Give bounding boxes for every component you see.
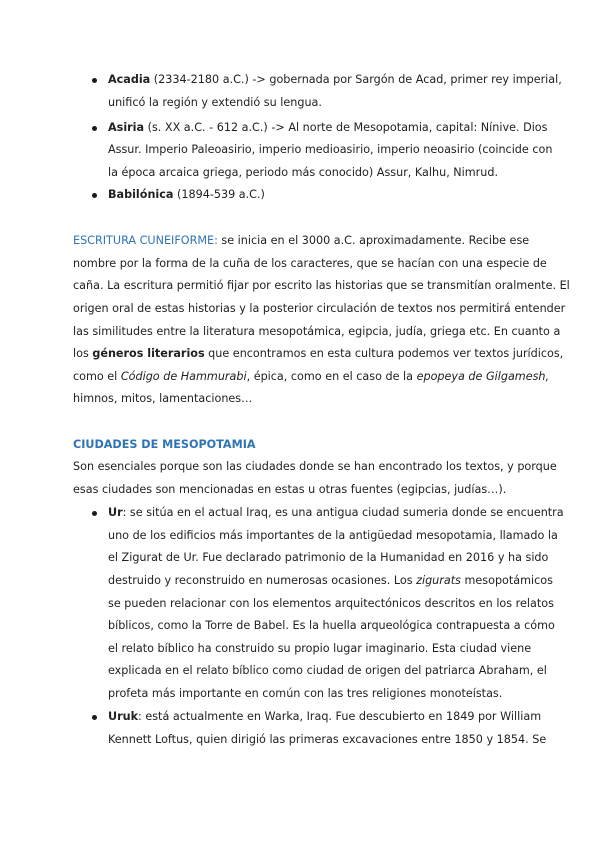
ur-line8: explicada en el relato bíblico como ciudad de origen del patriarca Abraham, el: [108, 664, 547, 677]
escritura-line5: las similitudes entre la literatura mesopotámica, egipcia, judía, griega etc. En cuanto a: [73, 325, 561, 338]
list-item-asiria-line1: Asiria (s. XX a.C. - 612 a.C.) -> Al norte de Mesopotamia, capital: Nínive. Dios: [108, 121, 548, 134]
bullet-icon: [92, 193, 97, 198]
term-ur: Ur: [108, 506, 123, 519]
list-item-acadia-line2: unificó la región y extendió su lengua.: [108, 96, 322, 109]
list-item-asiria-line3: la época arcaica griega, periodo más conocido) Assur, Kalhu, Nimrud.: [108, 166, 499, 179]
bullet-icon: [92, 78, 97, 83]
ur-line5: se pueden relacionar con los elementos arquitectónicos descritos en los relatos: [108, 597, 554, 610]
ur-line7: el relato bíblico ha construido su propio lugar imaginario. Esta ciudad viene: [108, 642, 532, 655]
ur-line2: uno de los edificios más importantes de la antigüedad mesopotamia, llamado la: [108, 529, 558, 542]
escritura-line3: caña. La escritura permitió fijar por escrito las historias que se transmitían oralmente. El: [73, 279, 570, 292]
bullet-icon: [92, 715, 97, 720]
escritura-line7: como el Código de Hammurabi, épica, como en el caso de la epopeya de Gilgamesh,: [73, 370, 550, 383]
ur-line6: bíblicos, como la Torre de Babel. Es la huella arqueológica contrapuesta a cómo: [108, 619, 555, 632]
list-item-acadia-line1: Acadia (2334-2180 a.C.) -> gobernada por Sargón de Acad, primer rey imperial,: [108, 73, 562, 86]
uruk-line2: Kennett Loftus, quien dirigió las primeras excavaciones entre 1850 y 1854. Se: [108, 733, 547, 746]
ciudades-intro-line2: esas ciudades son mencionadas en estas u otras fuentes (egipcias, judías…).: [73, 483, 507, 496]
escritura-line2: nombre por la forma de la cuña de los caracteres, que se hacían con una especie de: [73, 257, 547, 270]
ur-line1: Ur: se sitúa en el actual Iraq, es una antigua ciudad sumeria donde se encuentra: [108, 506, 564, 519]
ur-line4: destruido y reconstruido en numerosas ocasiones. Los zigurats mesopotámicos: [108, 574, 553, 587]
bullet-icon: [92, 126, 97, 131]
term-acadia: Acadia: [108, 73, 151, 86]
escritura-line6: los géneros literarios que encontramos en esta cultura podemos ver textos jurídicos,: [73, 347, 564, 360]
term-babilonica: Babilónica: [108, 188, 174, 201]
term-uruk: Uruk: [108, 710, 139, 723]
section-heading: CIUDADES DE MESOPOTAMIA: [73, 438, 256, 451]
list-item-babilonica-line1: Babilónica (1894-539 a.C.): [108, 188, 265, 201]
zigurats-term: zigurats: [416, 574, 461, 587]
ciudades-intro-line1: Son esenciales porque son las ciudades donde se han encontrado los textos, y porque: [73, 460, 557, 473]
codigo-hammurabi: Código de Hammurabi: [120, 370, 247, 383]
term-asiria: Asiria: [108, 121, 145, 134]
generos-literarios: géneros literarios: [92, 347, 205, 360]
escritura-line4: origen oral de estas historias y la posterior circulación de textos nos permitirá entender: [73, 302, 566, 315]
escritura-line1: ESCRITURA CUNEIFORME: se inicia en el 3000 a.C. aproximadamente. Recibe ese: [73, 234, 530, 247]
bullet-icon: [92, 511, 97, 516]
escritura-line8: himnos, mitos, lamentaciones…: [73, 392, 253, 405]
ur-line3: el Zigurat de Ur. Fue declarado patrimonio de la Humanidad en 2016 y ha sido: [108, 551, 549, 564]
escritura-label: ESCRITURA CUNEIFORME:: [73, 234, 218, 247]
uruk-line1: Uruk: está actualmente en Warka, Iraq. Fue descubierto en 1849 por William: [108, 710, 542, 723]
ur-line9: profeta más importante en común con las tres religiones monoteístas.: [108, 687, 503, 700]
list-item-asiria-line2: Assur. Imperio Paleoasirio, imperio medioasirio, imperio neoasirio (coincide con: [108, 143, 553, 156]
epopeya-gilgamesh: epopeya de Gilgamesh,: [416, 370, 550, 383]
